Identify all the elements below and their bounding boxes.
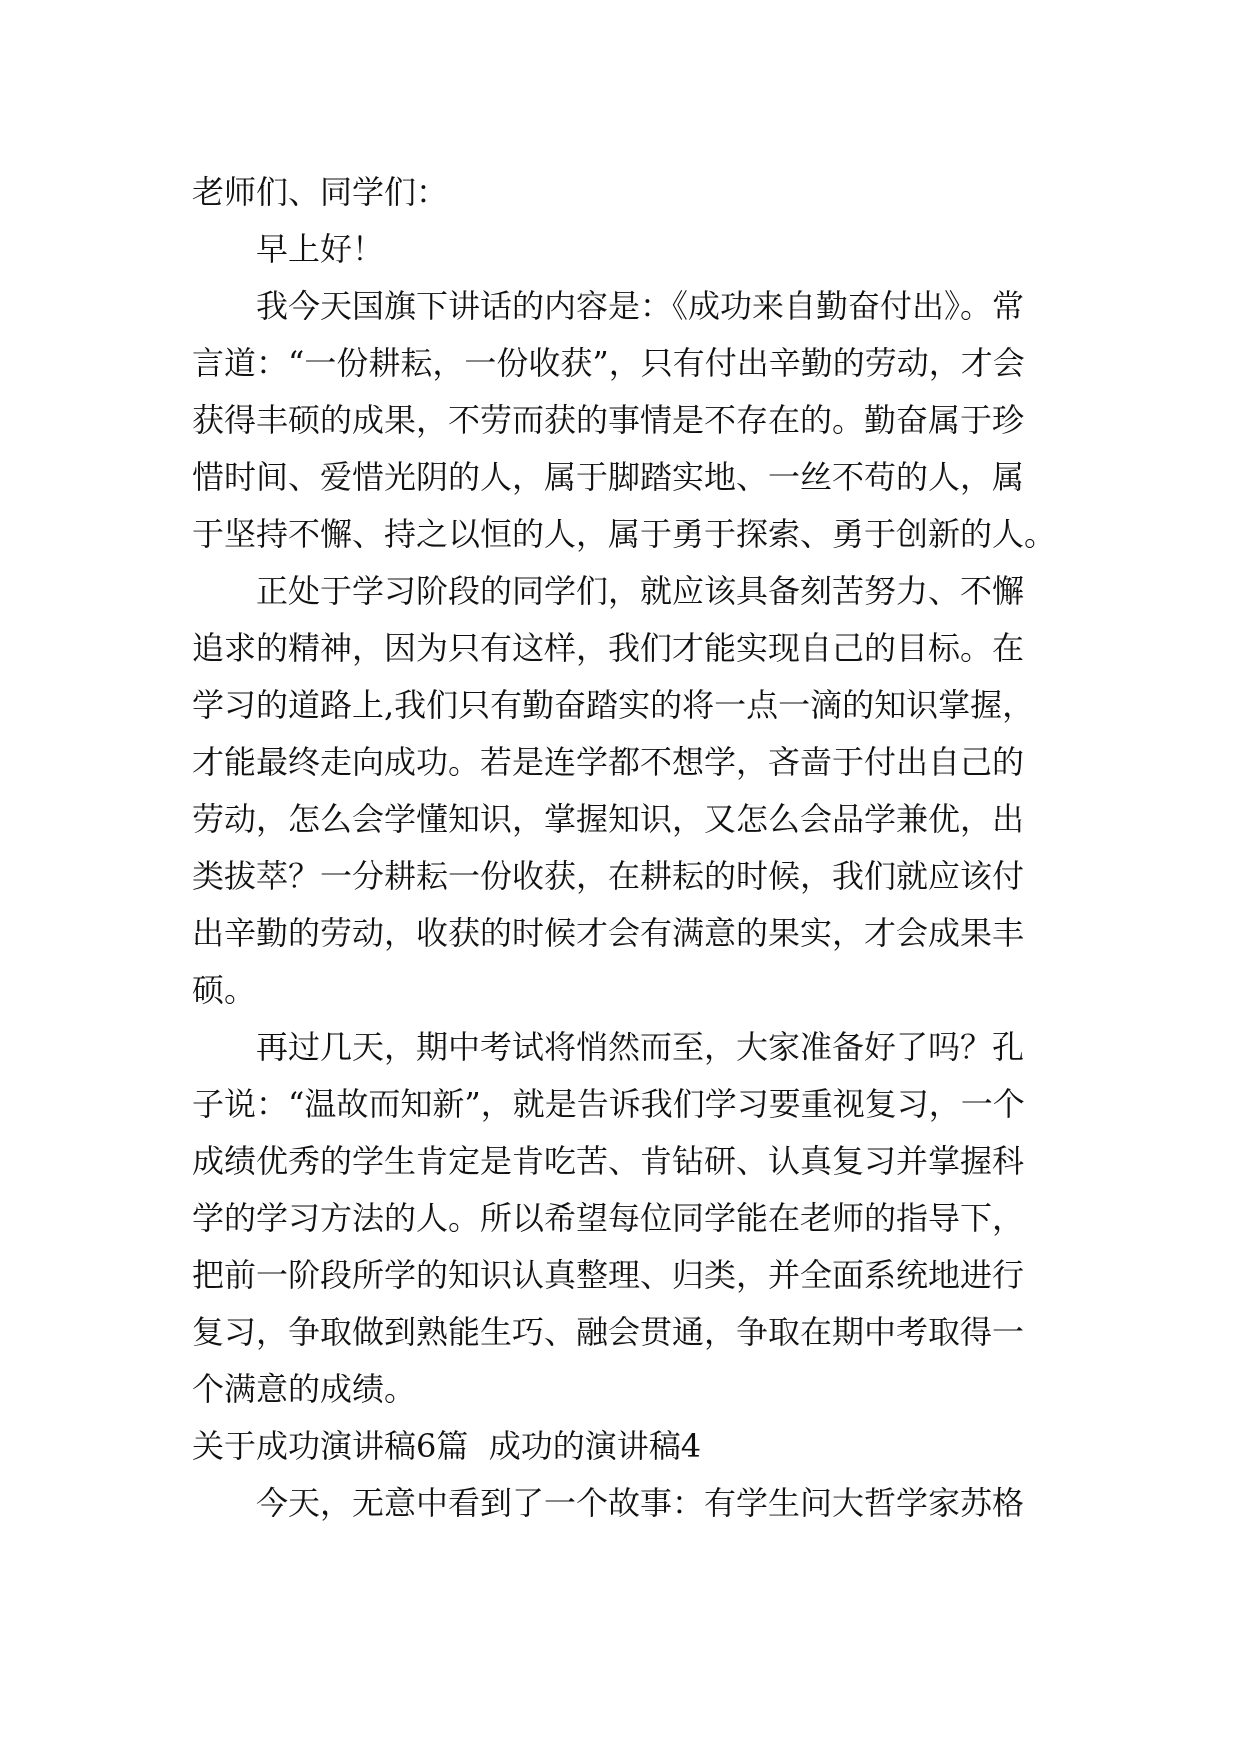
paragraph-line: 正处于学习阶段的同学们，就应该具备刻苦努力、不懈 (256, 572, 1025, 610)
paragraph-line: 才能最终走向成功。若是连学都不想学，吝啬于付出自己的 (192, 743, 1025, 781)
paragraph-line: 类拔萃？一分耕耘一份收获，在耕耘的时候，我们就应该付 (192, 857, 1025, 895)
paragraph-line: 再过几天，期中考试将悄然而至，大家准备好了吗？孔 (256, 1028, 1025, 1066)
paragraph-line: 惜时间、爱惜光阴的人，属于脚踏实地、一丝不苟的人，属 (192, 458, 1025, 496)
paragraph-1 (192, 278, 1056, 563)
paragraph-line: 今天，无意中看到了一个故事：有学生问大哲学家苏格 (256, 1484, 1025, 1522)
paragraph-line: 个满意的成绩。 (192, 1370, 417, 1408)
paragraph-line: 成绩优秀的学生肯定是肯吃苦、肯钻研、认真复习并掌握科 (192, 1142, 1025, 1180)
paragraph-line: 劳动，怎么会学懂知识，掌握知识，又怎么会品学兼优，出 (192, 800, 1025, 838)
paragraph-2 (192, 563, 1056, 1019)
paragraph-line: 获得丰硕的成果，不劳而获的事情是不存在的。勤奋属于珍 (192, 401, 1025, 439)
paragraph-3 (192, 1019, 1056, 1418)
paragraph-line: 学习的道路上,我们只有勤奋踏实的将一点一滴的知识掌握， (192, 686, 1035, 724)
paragraph-line: 我今天国旗下讲话的内容是：《成功来自勤奋付出》。常 (256, 287, 1025, 325)
paragraph-line: 追求的精神，因为只有这样，我们才能实现自己的目标。在 (192, 629, 1025, 667)
paragraph-line: 复习，争取做到熟能生巧、融会贯通，争取在期中考取得一 (192, 1313, 1025, 1351)
paragraph-line: 出辛勤的劳动，收获的时候才会有满意的果实，才会成果丰 (192, 914, 1025, 952)
section-heading: 关于成功演讲稿6篇 成功的演讲稿4 (192, 1427, 702, 1465)
paragraph-line: 子说：“温故而知新”，就是告诉我们学习要重视复习，一个 (192, 1085, 1025, 1123)
paragraph-line: 硕。 (192, 971, 257, 1009)
salutation: 老师们、同学们： (192, 173, 449, 211)
paragraph-line: 言道：“一份耕耘，一份收获”，只有付出辛勤的劳动，才会 (192, 344, 1025, 382)
speech-text (192, 164, 1056, 1532)
paragraph-line: 于坚持不懈、持之以恒的人，属于勇于探索、勇于创新的人。 (192, 515, 1057, 553)
paragraph-line: 把前一阶段所学的知识认真整理、归类，并全面系统地进行 (192, 1256, 1025, 1294)
greeting: 早上好！ (256, 230, 385, 268)
paragraph-line: 学的学习方法的人。所以希望每位同学能在老师的指导下， (192, 1199, 1025, 1237)
